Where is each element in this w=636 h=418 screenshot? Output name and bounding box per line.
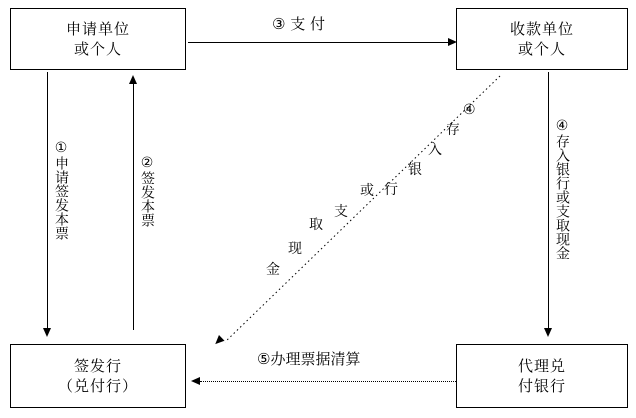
node-payee-line1: 收款单位 [509, 20, 574, 38]
connector-step5-arrowhead [191, 377, 200, 385]
node-issuer[interactable] [10, 344, 186, 408]
node-applicant-line2: 或个人 [73, 40, 122, 58]
label-diag-char-3: 银 [408, 162, 422, 178]
label-step1: ①申请签发本票 [53, 140, 69, 240]
label-step5: ⑤办理票据清算 [257, 350, 361, 368]
node-issuer-line2: （兑付行） [57, 377, 138, 395]
connector-step4 [548, 72, 549, 330]
label-diag-char-5: 或 [360, 183, 374, 199]
connector-step3 [188, 42, 450, 43]
label-diag-char-7: 取 [309, 217, 323, 233]
label-diag-char-8: 现 [288, 241, 302, 257]
node-payee-line2: 或个人 [517, 40, 566, 58]
label-diag-char-4: 行 [384, 182, 398, 198]
label-diag-char-0: ④ [463, 102, 476, 118]
node-applicant-line1: 申请单位 [65, 20, 130, 38]
label-step2: ②签发本票 [139, 155, 155, 227]
connector-step1 [47, 72, 48, 330]
connector-step2-arrowhead [129, 75, 137, 84]
label-diag-char-2: 入 [428, 142, 442, 158]
node-agent-line2: 付银行 [517, 377, 566, 395]
connector-step1-arrowhead [43, 328, 51, 337]
node-payee[interactable] [456, 8, 628, 70]
node-issuer-line1: 签发行 [73, 357, 122, 375]
node-agent[interactable] [456, 344, 628, 408]
connector-step2 [133, 84, 134, 330]
label-step4: ④存入银行或支取现金 [554, 118, 570, 260]
label-diag-char-9: 金 [266, 262, 280, 278]
connector-step5 [200, 381, 456, 382]
label-step3: ③ 支 付 [272, 15, 325, 33]
connector-step4-arrowhead [544, 328, 552, 337]
label-diag-char-6: 支 [334, 204, 348, 220]
node-agent-line1: 代理兑 [517, 357, 566, 375]
label-diag-char-1: 存 [446, 122, 460, 138]
node-applicant[interactable] [10, 8, 186, 70]
